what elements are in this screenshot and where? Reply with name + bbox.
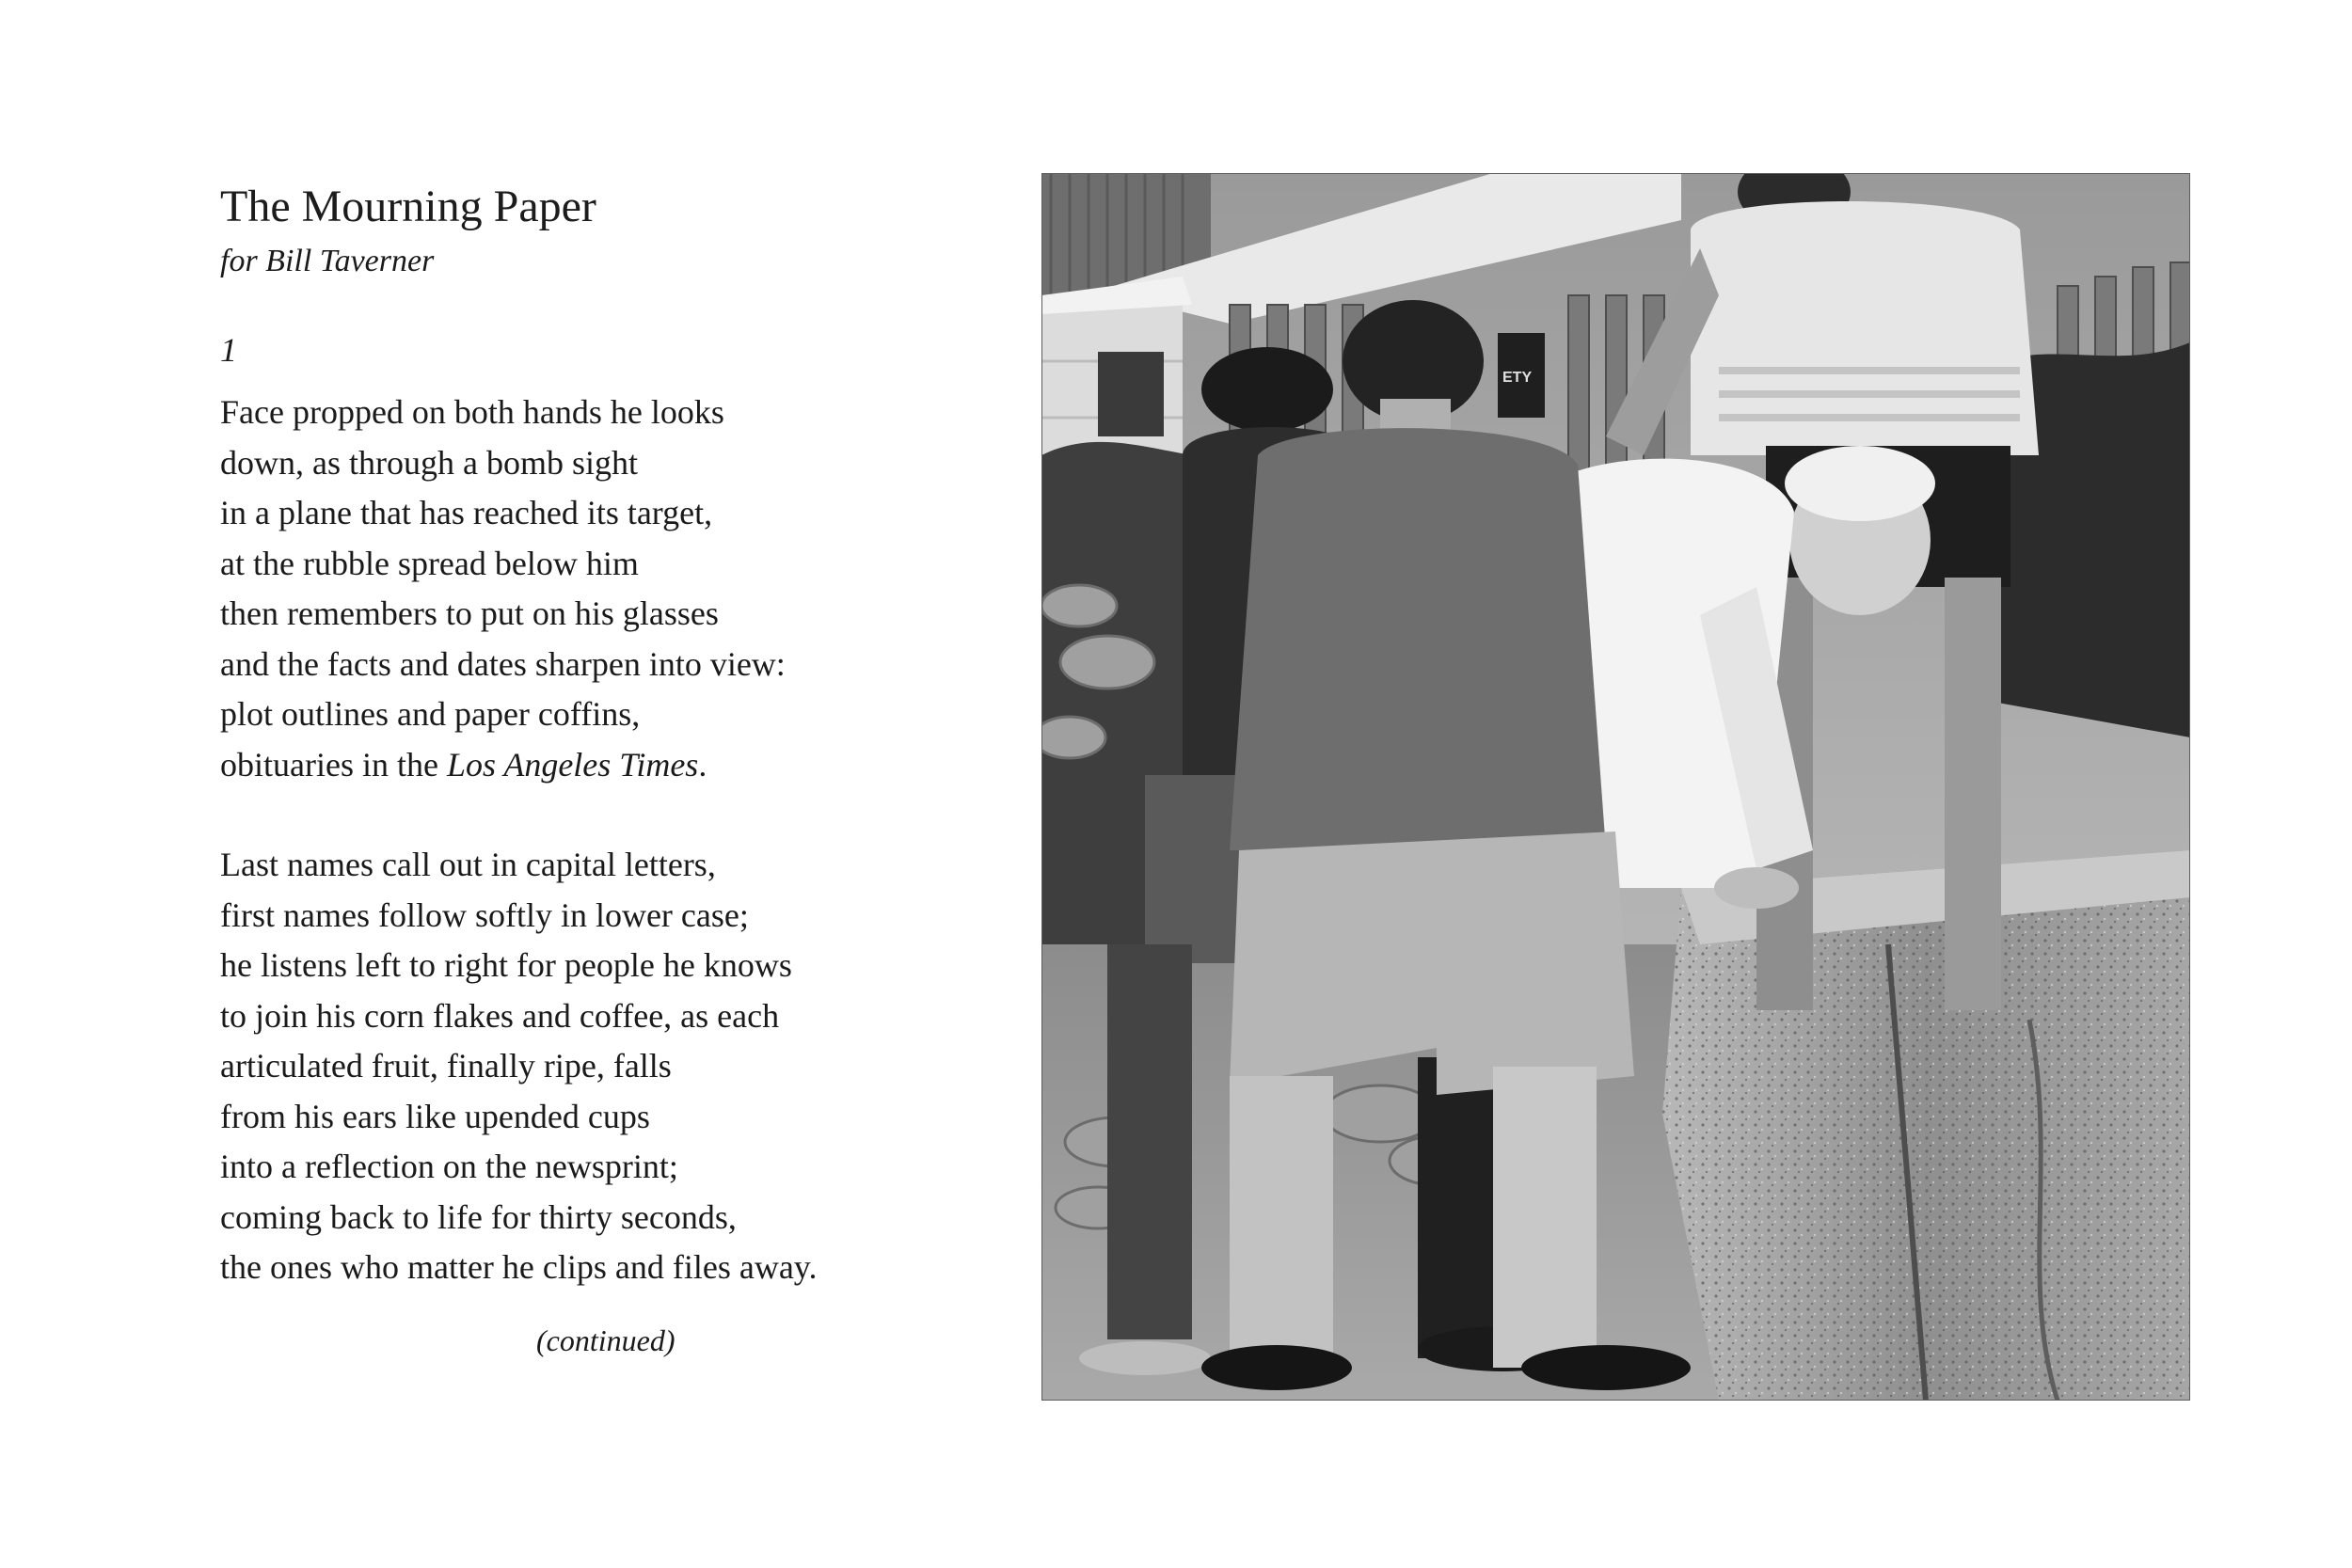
poem-line: into a reflection on the newsprint; — [220, 1148, 678, 1185]
poem-line: at the rubble spread below him — [220, 544, 639, 582]
poem-line: the ones who matter he clips and files away. — [220, 1248, 818, 1286]
poem-title: The Mourning Paper — [220, 182, 596, 231]
poem-line: to join his corn flakes and coffee, as each — [220, 996, 780, 1035]
newspaper-name: Los Angeles Times — [446, 745, 699, 784]
line-suffix: . — [698, 745, 707, 784]
poem-line: in a plane that has reached its target, — [220, 494, 713, 531]
poem-line: articulated fruit, finally ripe, falls — [220, 1047, 672, 1085]
stanza-2 — [220, 840, 973, 1293]
photo-illustration — [1041, 173, 2190, 1401]
poem-line: plot outlines and paper coffins, — [220, 695, 641, 733]
poem-line: down, as through a bomb sight — [220, 443, 638, 482]
poem-line: then remembers to put on his glasses — [220, 594, 719, 632]
sign — [1498, 333, 1545, 418]
poem-line: he listens left to right for people he knows — [220, 946, 792, 984]
poem — [220, 179, 973, 1293]
poem-dedication: for Bill Taverner — [220, 244, 435, 278]
poem-line — [220, 740, 973, 791]
poem-line: Last names call out in capital letters, — [220, 846, 716, 883]
poem-line: from his ears like upended cups — [220, 1097, 650, 1135]
poem-line: first names follow softly in lower case; — [220, 895, 749, 934]
stanza-1 — [220, 388, 973, 790]
poem-line: Face propped on both hands he looks — [220, 393, 724, 431]
poem-line: coming back to life for thirty seconds, — [220, 1197, 737, 1236]
sign-text: ETY — [1502, 370, 1533, 386]
continued-note: (continued) — [536, 1323, 675, 1357]
section-number: 1 — [220, 331, 237, 369]
line-prefix: obituaries in the — [220, 745, 447, 784]
concrete-slab — [1662, 850, 2190, 1401]
beach-photo — [1041, 173, 2190, 1401]
poem-line: and the facts and dates sharpen into view: — [220, 644, 786, 683]
